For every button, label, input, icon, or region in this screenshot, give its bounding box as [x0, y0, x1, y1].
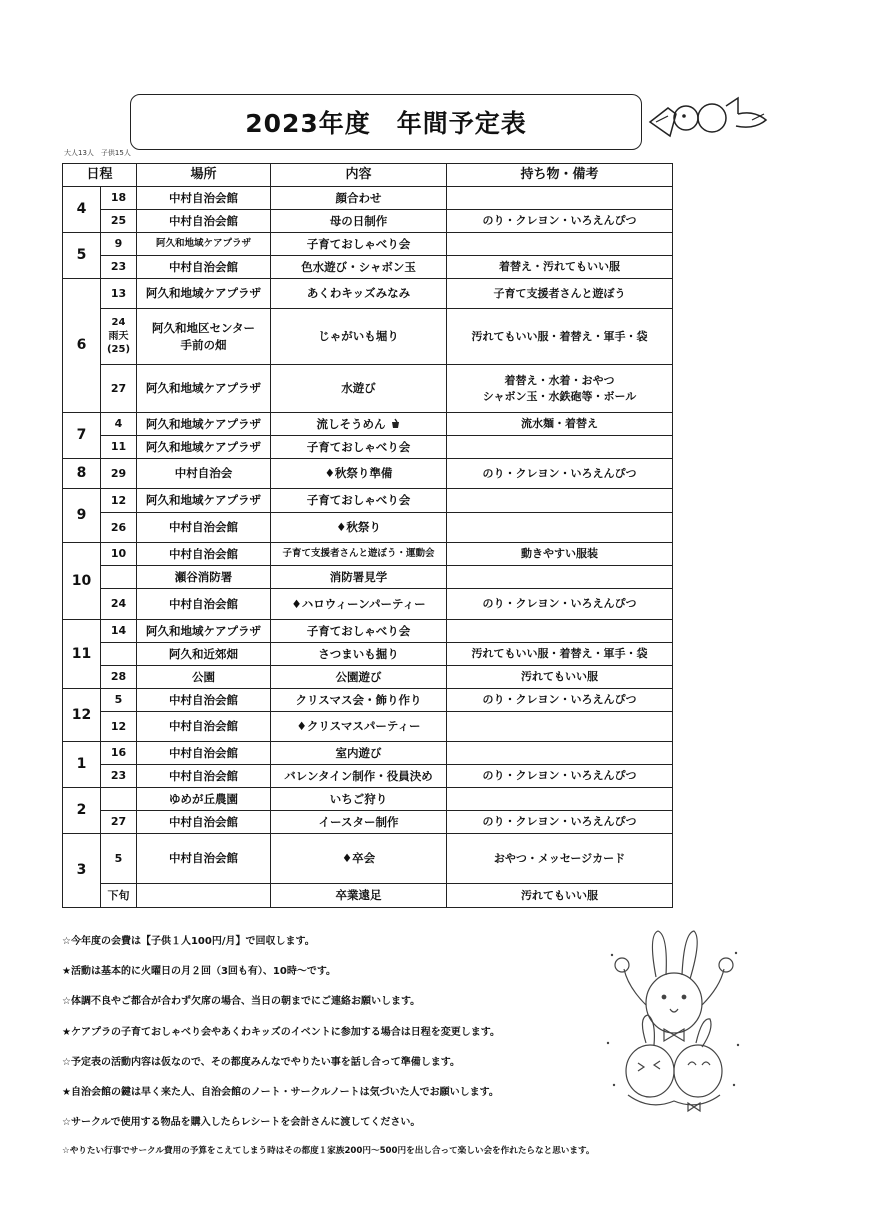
month-cell: 7	[63, 413, 101, 459]
col-header-date: 日程	[63, 164, 137, 187]
day-cell: 下旬	[101, 884, 137, 908]
day-cell: 29	[101, 459, 137, 489]
title-box	[130, 94, 642, 150]
content-cell: ♦秋祭り	[271, 513, 447, 543]
content-cell	[271, 413, 447, 436]
content-cell: 子育ておしゃべり会	[271, 233, 447, 256]
place-cell: 中村自治会館	[137, 765, 271, 788]
day-cell: 9	[101, 233, 137, 256]
content-cell: 子育ておしゃべり会	[271, 620, 447, 643]
table-row	[63, 589, 673, 620]
col-header-place: 場所	[137, 164, 271, 187]
month-cell: 6	[63, 279, 101, 413]
month-cell: 1	[63, 742, 101, 788]
month-cell: 10	[63, 543, 101, 620]
notes-cell: 汚れてもいい服・着替え・軍手・袋	[447, 309, 673, 365]
member-count: 大人13人 子供15人	[64, 149, 131, 157]
schedule-table	[62, 163, 673, 908]
notes-cell: 汚れてもいい服・着替え・軍手・袋	[447, 643, 673, 666]
content-cell: イースター制作	[271, 811, 447, 834]
place-cell: 阿久和地域ケアプラザ	[137, 620, 271, 643]
table-row	[63, 309, 673, 365]
place-cell: 中村自治会館	[137, 543, 271, 566]
day-cell: 25	[101, 210, 137, 233]
place-cell: 中村自治会館	[137, 689, 271, 712]
day-cell	[101, 643, 137, 666]
note-line: ★活動は基本的に火曜日の月２回（3回も有）、10時～です。	[62, 966, 337, 977]
note-line: ☆体調不良やご都合が合わず欠席の場合、当日の朝までにご連絡お願いします。	[62, 996, 421, 1007]
content-cell: じゃがいも堀り	[271, 309, 447, 365]
place-cell	[137, 884, 271, 908]
table-row	[63, 365, 673, 413]
place-cell: 中村自治会館	[137, 187, 271, 210]
place-cell: 瀬谷消防署	[137, 566, 271, 589]
table-row	[63, 689, 673, 712]
notes-cell: のり・クレヨン・いろえんぴつ	[447, 210, 673, 233]
day-cell: 13	[101, 279, 137, 309]
day-cell: 14	[101, 620, 137, 643]
notes-cell	[447, 788, 673, 811]
table-row	[63, 811, 673, 834]
day-cell: 16	[101, 742, 137, 765]
notes-cell: 汚れてもいい服	[447, 884, 673, 908]
day-cell	[101, 566, 137, 589]
notes-cell	[447, 566, 673, 589]
table-row	[63, 643, 673, 666]
col-header-content: 内容	[271, 164, 447, 187]
bunnies-illustration-icon	[598, 925, 748, 1117]
notes-cell	[447, 436, 673, 459]
notes-cell	[447, 365, 673, 413]
place-cell: 中村自治会	[137, 459, 271, 489]
notes-cell	[447, 620, 673, 643]
content-cell: 子育ておしゃべり会	[271, 436, 447, 459]
notes-cell: 汚れてもいい服	[447, 666, 673, 689]
place-cell: 中村自治会館	[137, 811, 271, 834]
place-cell: 阿久和地域ケアプラザ	[137, 413, 271, 436]
notes-cell: おやつ・メッセージカード	[447, 834, 673, 884]
place-cell: 中村自治会館	[137, 712, 271, 742]
rain-label: 雨天	[108, 330, 129, 342]
day-cell: 5	[101, 689, 137, 712]
table-row	[63, 436, 673, 459]
place-cell: 中村自治会館	[137, 210, 271, 233]
day-cell: 12	[101, 489, 137, 513]
note-line: ☆やりたい行事でサークル費用の予算をこえてしまう時はその都度１家族200円～500円を出し合って楽しい会を作れたらなと思います。	[62, 1146, 595, 1156]
place-cell: 中村自治会館	[137, 589, 271, 620]
notes-cell: のり・クレヨン・いろえんぴつ	[447, 689, 673, 712]
table-row	[63, 620, 673, 643]
content-cell: ♦卒会	[271, 834, 447, 884]
notes-cell	[447, 712, 673, 742]
month-cell: 4	[63, 187, 101, 233]
page-title: 2023年度 年間予定表	[245, 109, 527, 138]
place-cell: 阿久和地域ケアプラザ	[137, 365, 271, 413]
notes-cell	[447, 233, 673, 256]
day-cell: 11	[101, 436, 137, 459]
notes-cell: のり・クレヨン・いろえんぴつ	[447, 459, 673, 489]
table-row	[63, 459, 673, 489]
note-line: ☆サークルで使用する物品を購入したらレシートを会計さんに渡してください。	[62, 1117, 421, 1128]
note-line: ★自治会館の鍵は早く来た人、自治会館のノート・サークルノートは気づいた人でお願いします。	[62, 1087, 499, 1098]
content-cell: あくわキッズみなみ	[271, 279, 447, 309]
content-cell: ♦ハロウィーンパーティー	[271, 589, 447, 620]
table-row	[63, 834, 673, 884]
notes-cell: 動きやすい服装	[447, 543, 673, 566]
notes-cell: のり・クレヨン・いろえんぴつ	[447, 589, 673, 620]
place-cell: 中村自治会館	[137, 742, 271, 765]
notes-cell	[447, 187, 673, 210]
notes-cell	[447, 742, 673, 765]
place-cell: 公園	[137, 666, 271, 689]
content-cell: 色水遊び・シャボン玉	[271, 256, 447, 279]
table-row	[63, 187, 673, 210]
day-value: 24	[111, 317, 126, 329]
rain-date: (25)	[106, 344, 131, 356]
day-cell: 5	[101, 834, 137, 884]
table-row	[63, 543, 673, 566]
month-cell: 12	[63, 689, 101, 742]
table-row	[63, 279, 673, 309]
table-row	[63, 233, 673, 256]
note-line: ★ケアプラの子育ておしゃべり会やあくわキッズのイベントに参加する場合は日程を変更します。	[62, 1027, 500, 1038]
content-cell: さつまいも掘り	[271, 643, 447, 666]
table-row	[63, 765, 673, 788]
place-cell: 阿久和地域ケアプラザ	[137, 436, 271, 459]
content-cell: 消防署見学	[271, 566, 447, 589]
content-text: 流しそうめん	[316, 416, 386, 431]
day-cell: 12	[101, 712, 137, 742]
content-cell: 子育て支援者さんと遊ぼう・運動会	[271, 543, 447, 566]
month-cell: 3	[63, 834, 101, 908]
day-cell: 27	[101, 365, 137, 413]
content-cell: バレンタイン制作・役員決め	[271, 765, 447, 788]
table-row	[63, 884, 673, 908]
place-cell: 中村自治会館	[137, 834, 271, 884]
notes-line1: 着替え・水着・おやつ	[504, 373, 615, 387]
notes-cell	[447, 513, 673, 543]
notes-line2: シャボン玉・水鉄砲等・ボール	[482, 389, 637, 403]
day-cell: 26	[101, 513, 137, 543]
content-cell: ♦クリスマスパーティー	[271, 712, 447, 742]
place-cell: 阿久和地域ケアプラザ	[137, 233, 271, 256]
table-row	[63, 788, 673, 811]
note-line: ☆今年度の会費は【子供１人100円/月】で回収します。	[62, 936, 315, 947]
content-cell: 室内遊び	[271, 742, 447, 765]
notes-cell: 流水麺・着替え	[447, 413, 673, 436]
notes-cell: のり・クレヨン・いろえんぴつ	[447, 811, 673, 834]
table-row	[63, 413, 673, 436]
content-cell: 顔合わせ	[271, 187, 447, 210]
table-row	[63, 742, 673, 765]
day-cell: 4	[101, 413, 137, 436]
month-cell: 8	[63, 459, 101, 489]
content-cell: 公園遊び	[271, 666, 447, 689]
content-cell: 母の日制作	[271, 210, 447, 233]
day-cell-rain	[101, 309, 137, 365]
notes-cell: 着替え・汚れてもいい服	[447, 256, 673, 279]
place-cell: ゆめが丘農園	[137, 788, 271, 811]
month-cell: 9	[63, 489, 101, 543]
place-cell: 阿久和近郊畑	[137, 643, 271, 666]
day-cell: 24	[101, 589, 137, 620]
table-row	[63, 513, 673, 543]
content-cell: ♦秋祭り準備	[271, 459, 447, 489]
place-cell	[137, 309, 271, 365]
bird-doodle-icon	[646, 92, 772, 144]
place-cell: 阿久和地域ケアプラザ	[137, 279, 271, 309]
place-line1: 阿久和地区センター	[151, 320, 256, 335]
notes-cell: 子育て支援者さんと遊ぼう	[447, 279, 673, 309]
notes-cell	[447, 489, 673, 513]
month-cell: 5	[63, 233, 101, 279]
table-row	[63, 489, 673, 513]
table-row	[63, 666, 673, 689]
place-cell: 中村自治会館	[137, 513, 271, 543]
content-cell: 卒業遠足	[271, 884, 447, 908]
table-row	[63, 210, 673, 233]
content-cell: クリスマス会・飾り作り	[271, 689, 447, 712]
place-cell: 阿久和地域ケアプラザ	[137, 489, 271, 513]
day-cell: 23	[101, 256, 137, 279]
content-cell: 水遊び	[271, 365, 447, 413]
table-row	[63, 256, 673, 279]
notes-cell: のり・クレヨン・いろえんぴつ	[447, 765, 673, 788]
note-line: ☆予定表の活動内容は仮なので、その都度みんなでやりたい事を話し合って準備します。	[62, 1057, 460, 1068]
month-cell: 2	[63, 788, 101, 834]
table-row	[63, 712, 673, 742]
table-row	[63, 566, 673, 589]
pot-icon	[390, 418, 401, 429]
day-cell	[101, 788, 137, 811]
table-header	[63, 164, 673, 187]
content-cell: 子育ておしゃべり会	[271, 489, 447, 513]
day-cell: 27	[101, 811, 137, 834]
content-cell: いちご狩り	[271, 788, 447, 811]
place-cell: 中村自治会館	[137, 256, 271, 279]
col-header-notes: 持ち物・備考	[447, 164, 673, 187]
place-line2: 手前の畑	[180, 337, 227, 352]
day-cell: 10	[101, 543, 137, 566]
day-cell: 23	[101, 765, 137, 788]
day-cell: 28	[101, 666, 137, 689]
day-cell: 18	[101, 187, 137, 210]
month-cell: 11	[63, 620, 101, 689]
